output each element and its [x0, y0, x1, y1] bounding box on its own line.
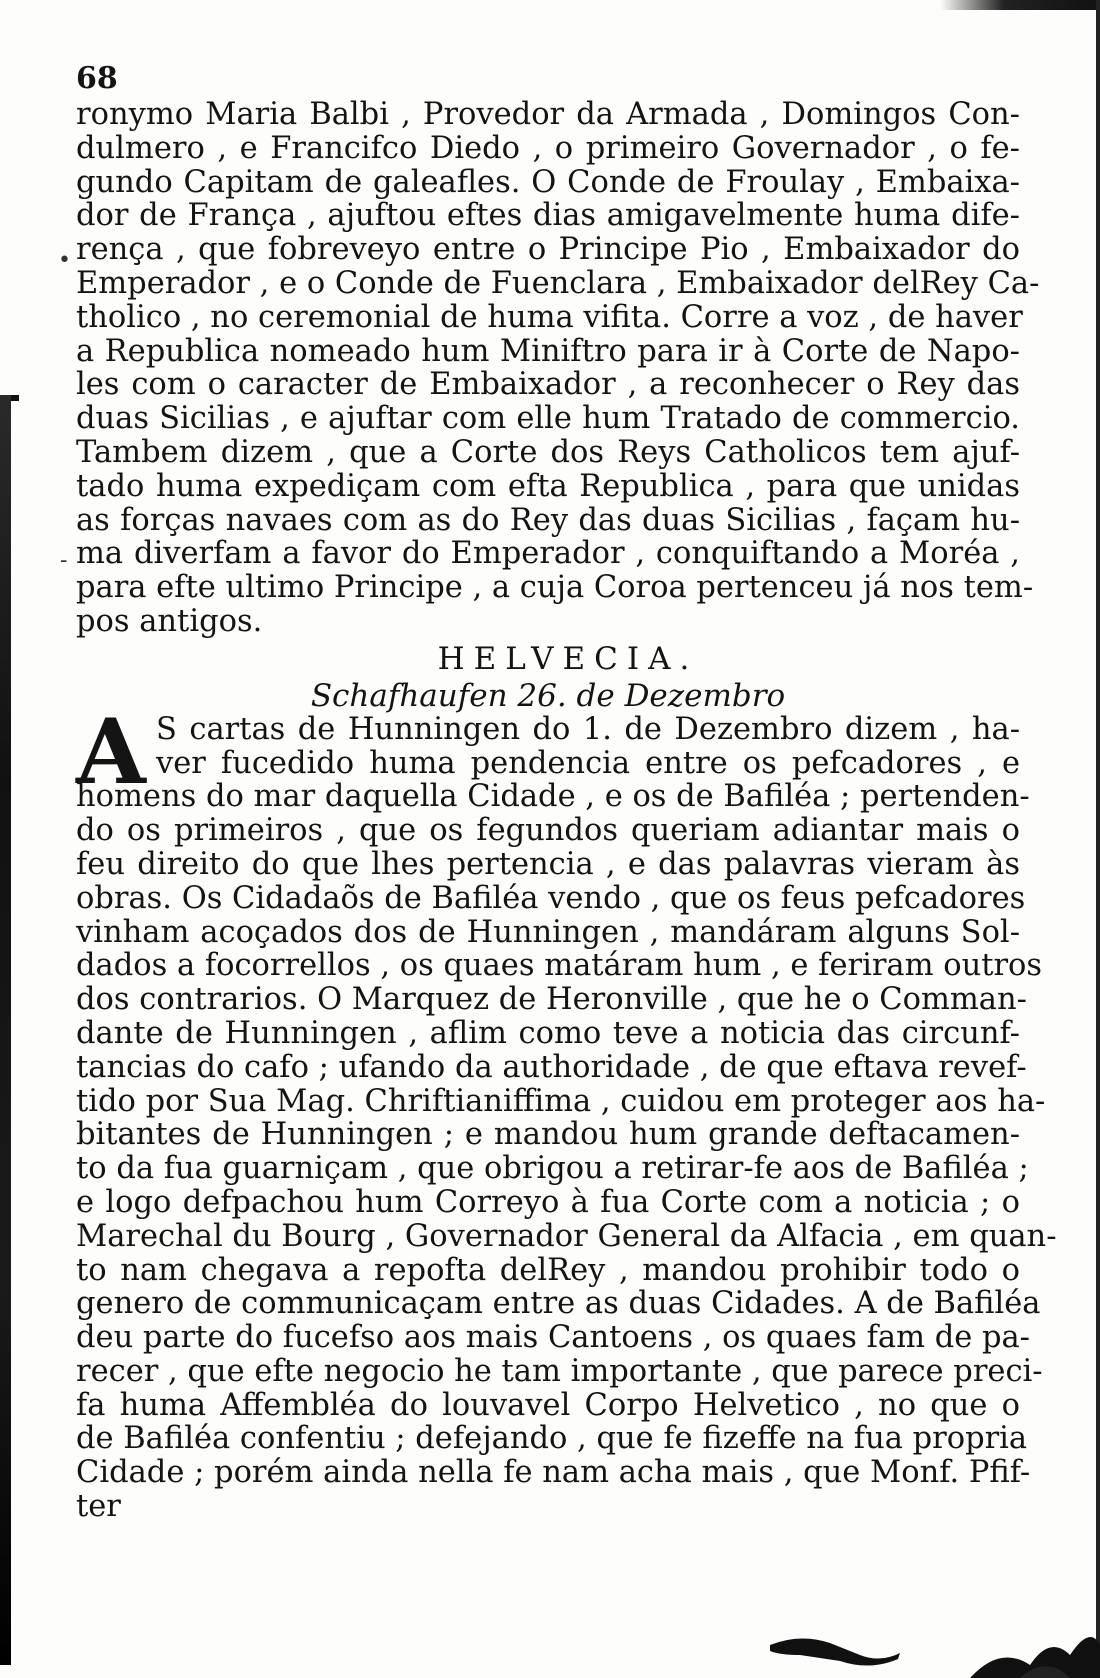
text-line: homens do mar daquella Cidade , e os de Bafiléa ; pertenden- — [76, 779, 1030, 815]
margin-mark: - — [60, 548, 68, 573]
section-heading: HELVECIA. — [437, 640, 699, 677]
text-line: les com o caracter de Embaixador , a reconhecer o Rey das — [76, 367, 1020, 403]
binding-shadow — [0, 395, 11, 1665]
text-line: do os primeiros , que os fegundos queriam adiantar mais o — [76, 813, 1020, 849]
scan-edge-top — [940, 0, 1100, 10]
text-line: to da fua guarniçam , que obrigou a retirar-fe aos de Bafiléa ; — [76, 1151, 1029, 1187]
text-line: para efte ultimo Principe , a cuja Coroa pertenceu já nos tem- — [76, 570, 1034, 606]
text-line: Tambem dizem , que a Corte dos Reys Catholicos tem ajuf- — [76, 434, 1020, 470]
text-line: e logo defpachou hum Correyo à fua Corte com a noticia ; o — [76, 1184, 1020, 1220]
text-line: ver fucedido huma pendencia entre os pefcadores , e — [156, 745, 1020, 781]
text-line: feu direito do que lhes pertencia , e das palavras vieram às — [76, 846, 1020, 882]
text-line: ma diverfam a favor do Emperador , conquiftando a Moréa , — [76, 536, 1020, 572]
text-line: dor de França , ajuftou eftes dias amigavelmente huma dife- — [76, 198, 1020, 234]
text-line: dante de Hunningen , aflim como teve a noticia das circunf- — [76, 1015, 1020, 1051]
text-line: genero de communicaçam entre as duas Cidades. A de Bafiléa — [76, 1286, 1041, 1322]
text-line: Marechal du Bourg , Governador General da Alfacia , em quan- — [76, 1218, 1057, 1254]
text-line: to nam chegava a repofta delRey , mandou prohibir todo o — [76, 1252, 1020, 1288]
text-line: S cartas de Hunningen do 1. de Dezembro dizem , ha- — [156, 711, 1020, 747]
text-line: Emperador , e o Conde de Fuenclara , Embaixador delRey Ca- — [76, 265, 1040, 301]
text-line: deu parte do fucefso aos mais Cantoens , os quaes fam de pa- — [76, 1320, 1030, 1356]
text-line: vinham acoçados dos de Hunningen , mandáram alguns Sol- — [76, 914, 1020, 950]
margin-mark: • — [58, 248, 71, 273]
page-number: 68 — [76, 61, 118, 96]
binding-notch — [11, 395, 19, 401]
text-line: tido por Sua Mag. Chriftianiffima , cuidou em proteger aos ha- — [76, 1083, 1046, 1119]
text-line: bitantes de Hunningen ; e mandou hum grande deftacamen- — [76, 1117, 1020, 1153]
text-line: rença , que fobreveyo entre o Principe Pio , Embaixador do — [76, 232, 1020, 268]
text-line: fa huma Affembléa do louvavel Corpo Helvetico , no que o — [76, 1387, 1020, 1423]
paragraph-venice — [76, 97, 1040, 639]
section-dateline: Schafhaufen 26. de Dezembro — [310, 677, 786, 714]
scan-edge-right — [1096, 0, 1100, 1678]
text-line: Cidade ; porém ainda nella fe nam acha mais , que Monf. Pfif- — [76, 1455, 1031, 1491]
text-line: dados a focorrellos , os quaes matáram hum , e feriram outros — [76, 948, 1043, 984]
text-line: ter — [76, 1489, 121, 1525]
text-line: obras. Os Cidadaõs de Bafiléa vendo , que os feus pefcadores — [76, 880, 1026, 916]
document-page — [76, 60, 1057, 1525]
text-line: tholico , no ceremonial de huma vifita. Corre a voz , de haver — [76, 299, 1023, 335]
text-line: dulmero , e Francifco Diedo , o primeiro Governador , o fe- — [76, 130, 1020, 166]
text-line: de Bafiléa confentiu ; defejando , que fe fizeffe na fua propria — [76, 1421, 1028, 1457]
text-line: recer , que efte negocio he tam importante , que parece preci- — [76, 1353, 1043, 1389]
drop-cap: A — [76, 698, 146, 805]
text-line: as forças navaes com as do Rey das duas Sicilias , façam hu- — [76, 502, 1020, 538]
text-line: tancias do cafo ; ufando da authoridade , de que eftava revef- — [76, 1049, 1027, 1085]
text-line: ronymo Maria Balbi , Provedor da Armada , Domingos Con- — [76, 97, 1020, 132]
text-line: dos contrarios. O Marquez de Heronville , que he o Comman- — [76, 982, 1027, 1018]
paragraph-helvecia — [76, 698, 1057, 1525]
ink-blot — [770, 1605, 1100, 1678]
text-line: duas Sicilias , e ajuftar com elle hum Tratado de commercio. — [76, 401, 1020, 437]
text-line: tado huma expediçam com efta Republica , para que unidas — [76, 468, 1020, 504]
text-line: pos antigos. — [76, 603, 263, 639]
text-line: a Republica nomeado hum Miniftro para ir à Corte de Napo- — [76, 333, 1020, 369]
text-line: gundo Capitam de galeafles. O Conde de Froulay , Embaixa- — [76, 164, 1020, 200]
